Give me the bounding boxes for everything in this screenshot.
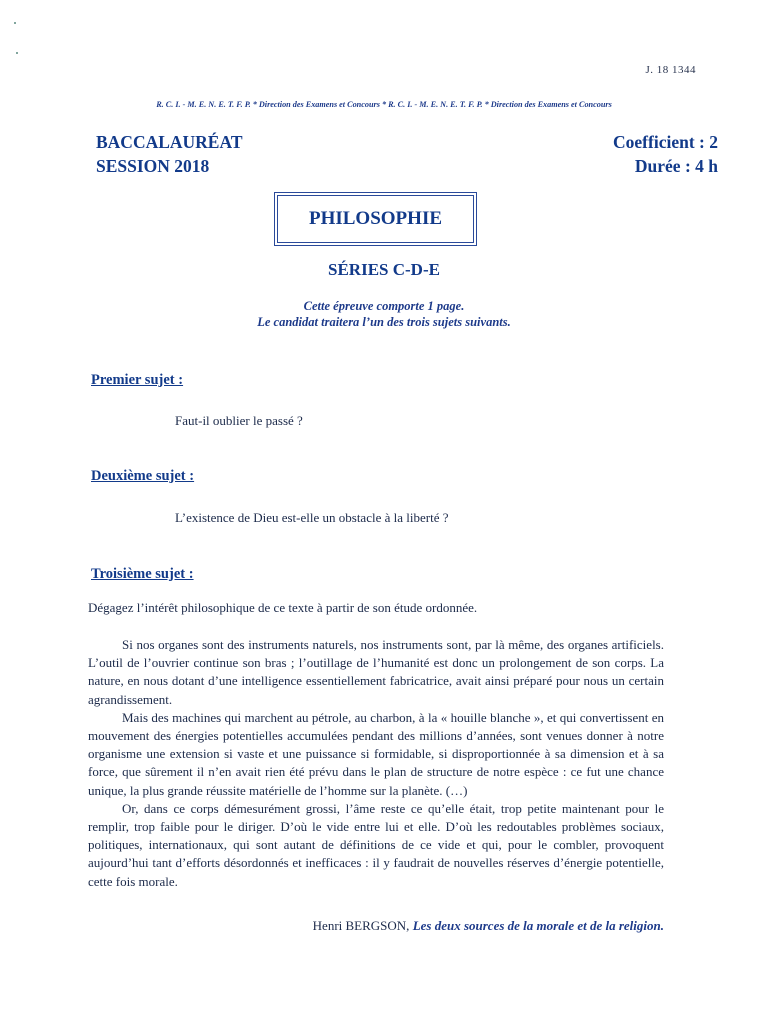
subject-title-box [277,195,474,243]
instructions [0,298,768,330]
ministry-banner: R. C. I. - M. E. N. E. T. F. P. * Direction des Examens et Concours * R. C. I. - M. E. N. E. T. F. P. * Direction des Examens et Concours [156,100,612,109]
text-paragraph: Or, dans ce corps démesurément grossi, l’âme reste ce qu’elle était, trop petite maintenant pour le remplir, trop faible pour le diriger. D’où le vide entre lui et elle. D’où les redoutables problèmes sociaux, politiques, internationaux, qui sont autant de définitions de ce vide et qui, pour le combler, provoquent aujourd’hui tant d’efforts désordonnés et inefficaces : il y faudrait de nouvelles réserves d’énergie potentielle, cette fois morale. [88,800,664,889]
subject-3-heading: Troisième sujet : [91,566,194,582]
instruction-line: Cette épreuve comporte 1 page. [303,299,465,313]
subject-2-question: L’existence de Dieu est-elle un obstacle à la liberté ? [175,510,449,525]
subject-3-instruction: Dégagez l’intérêt philosophique de ce texte à partir de son étude ordonnée. [88,600,478,615]
exam-name: BACCALAURÉAT [96,132,243,152]
text-paragraph: Si nos organes sont des instruments naturels, nos instruments sont, par là même, des organes artificiels. L’outil de l’ouvrier continue son bras ; l’outillage de l’humanité est donc un prolongement de son corps. La nature, en nous dotant d’une intelligence essentiellement fabricatrice, avait ainsi préparé pour nous un certain agrandissement. [88,637,664,707]
attribution-work: Les deux sources de la morale et de la religion. [412,918,664,933]
subject-1-question: Faut-il oublier le passé ? [175,413,303,428]
scan-speck [16,52,18,54]
exam-header-right [613,130,718,178]
instruction-line: Le candidat traitera l’un des trois sujets suivants. [257,315,511,329]
series-label: SÉRIES C-D-E [328,260,440,279]
subject-2-heading: Deuxième sujet : [91,468,195,484]
reference-code: J. 18 1344 [645,64,696,76]
attribution-author: Henri BERGSON, [312,918,410,933]
exam-header-left [96,130,243,178]
text-paragraph: Mais des machines qui marchent au pétrole, au charbon, à la « houille blanche », et qui convertissent en mouvement des énergies potentielles accumulées pendant des millions d’années, sont venues donner à notre organisme une extension si vaste et une puissance si formidable, si disproportionnée à sa dimension et à sa force, que sûrement il n’en avait rien été prévu dans le plan de structure de notre espèce : ce fut une chance unique, la plus grande réussite matérielle de l’homme sur la planète. (…) [88,709,664,798]
subject-1-heading: Premier sujet : [91,372,184,388]
scan-speck [14,22,16,24]
subject-title: PHILOSOPHIE [308,208,443,229]
philosophy-text [88,636,664,891]
exam-duration: Durée : 4 h [634,156,718,176]
exam-coefficient: Coefficient : 2 [613,132,718,152]
exam-session: SESSION 2018 [96,156,210,176]
attribution [313,918,664,934]
